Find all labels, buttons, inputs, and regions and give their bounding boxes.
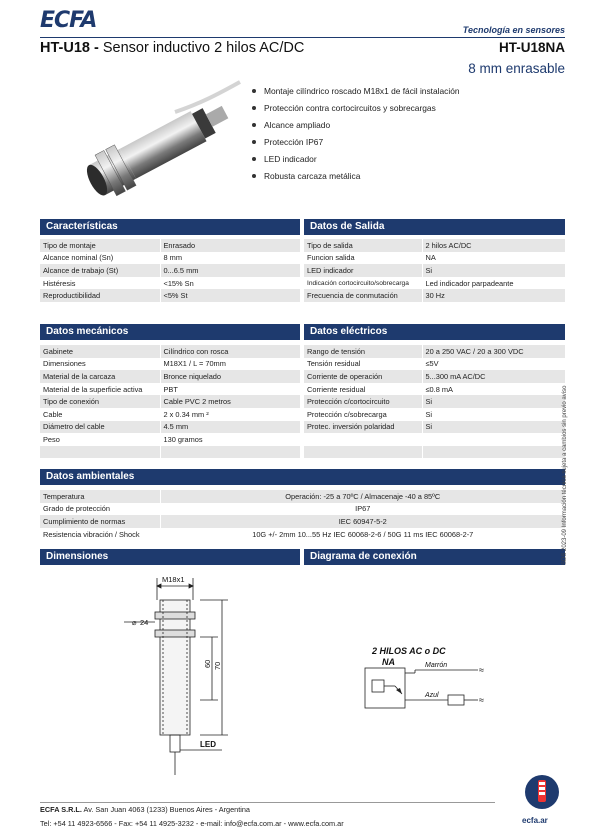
dim-hex-label: 24 [140,618,149,627]
title-description: Sensor inductivo 2 hilos AC/DC [98,40,305,56]
table-row: Material de la carcaza Bronce niquelado [40,370,300,383]
table-row: Material de la superficie activa PBT [40,383,300,396]
table-row: Frecuencia de conmutación 30 Hz [304,289,565,302]
table-electricos [304,345,565,458]
dim-thread-label: M18x1 [162,575,185,584]
table-caracteristicas [40,239,300,302]
model-code: HT-U18NA [498,40,565,55]
table-row: Resistencia vibración / Shock 10G +/- 2mm 10...55 Hz IEC 60068-2-6 / 50G 11 ms IEC 60068-2-7 [40,528,565,541]
table-row: Protec. inversión polaridad Si [304,421,565,434]
section-header-caracteristicas: Características [40,219,300,235]
section-header-dimensiones: Dimensiones [40,549,300,565]
table-row: Corriente de operación 5...300 mA AC/DC [304,370,565,383]
table-row: Peso 130 gramos [40,433,300,446]
table-row: Indicación cortocircuito/sobrecarga Led indicador parpadeante [304,277,565,290]
feature-item: Robusta carcaza metálica [252,171,460,188]
page-title [40,40,304,56]
table-row: Rango de tensión 20 a 250 VAC / 20 a 300 VDC [304,345,565,358]
table-row: Dimensiones M18X1 / L = 70mm [40,358,300,371]
feature-item: LED indicador [252,154,460,171]
led-label: LED [200,740,216,749]
section-header-mecanicos: Datos mecánicos [40,324,300,340]
table-mecanicos [40,345,300,458]
table-row [40,446,300,459]
table-row: Gabinete Cilíndrico con rosca [40,345,300,358]
sensor-product-image [55,72,245,212]
table-row: Cable 2 x 0.34 mm ² [40,408,300,421]
table-row: Reproductibilidad <5% St [40,289,300,302]
title-model: HT-U18 - [40,40,99,56]
table-row: Funcion salida NA [304,252,565,265]
wire-blue-label: Azul [425,692,439,699]
header-divider [40,37,565,38]
diagram-heading: 2 HILOS AC o DC [372,646,446,656]
section-header-electricos: Datos eléctricos [304,324,565,340]
diagram-output-type: NA [382,657,395,667]
ecfa-badge-icon [523,772,561,814]
table-row: Protección c/sobrecarga Si [304,408,565,421]
feature-item: Alcance ampliado [252,120,460,137]
table-row [304,446,565,459]
table-row: Corriente residual ≤0.8 mA [304,383,565,396]
table-row: Alcance nominal (Sn) 8 mm [40,252,300,265]
diameter-symbol-icon: ⌀ [132,618,137,627]
footer-address: ECFA S.R.L. Av. San Juan 4063 (1233) Buenos Aires - Argentina [40,805,250,814]
company-logo: ECFA [40,8,97,33]
feature-item: Protección contra cortocircuitos y sobrecargas [252,103,460,120]
table-row: Protección c/cortocircuito Si [304,395,565,408]
section-header-diagrama: Diagrama de conexión [304,549,565,565]
table-row: Alcance de trabajo (St) 0...6.5 mm [40,264,300,277]
page-subtitle: 8 mm enrasable [468,61,565,76]
section-header-salida: Datos de Salida [304,219,565,235]
table-salida [304,239,565,302]
dimensions-drawing [110,570,250,775]
table-row [304,433,565,446]
table-row: Diámetro del cable 4.5 mm [40,421,300,434]
features-list [252,86,460,188]
table-row: Tipo de conexión Cable PVC 2 metros [40,395,300,408]
table-row: Grado de protección IP67 [40,503,565,516]
dim-60-label: 60 [203,659,212,668]
table-row: Tipo de salida 2 hilos AC/DC [304,239,565,252]
table-row: Histéresis <15% Sn [40,277,300,290]
ac-symbol-icon: ≈ [479,695,484,705]
feature-item: Protección IP67 [252,137,460,154]
dim-70-label: 70 [213,661,222,670]
footer-divider [40,802,495,803]
table-row: Tipo de montaje Enrasado [40,239,300,252]
table-row: Cumplimiento de normas IEC 60947-5-2 [40,515,565,528]
feature-item: Montaje cilíndrico roscado M18x1 de fácil instalación [252,86,460,103]
side-note: SDS 2023-09 Información técnica sujeta a cambios sin previo aviso [562,385,568,565]
table-row: Tensión residual ≤5V [304,358,565,371]
ac-symbol-icon: ≈ [479,665,484,675]
wire-brown-label: Marrón [425,662,448,669]
table-row: Temperatura Operación: -25 a 70ºC / Almacenaje -40 a 85ºC [40,490,565,503]
connection-diagram [360,640,500,715]
footer-contact: Tel: +54 11 4923-6566 - Fax: +54 11 4925-3232 - e-mail: info@ecfa.com.ar - www.ecfa.com.ar [40,819,344,828]
footer-web-brand: ecfa.ar [522,816,548,825]
section-header-ambientales: Datos ambientales [40,469,565,485]
tagline: Tecnología en sensores [462,25,565,35]
table-ambientales [40,490,565,540]
table-row: LED indicador Si [304,264,565,277]
